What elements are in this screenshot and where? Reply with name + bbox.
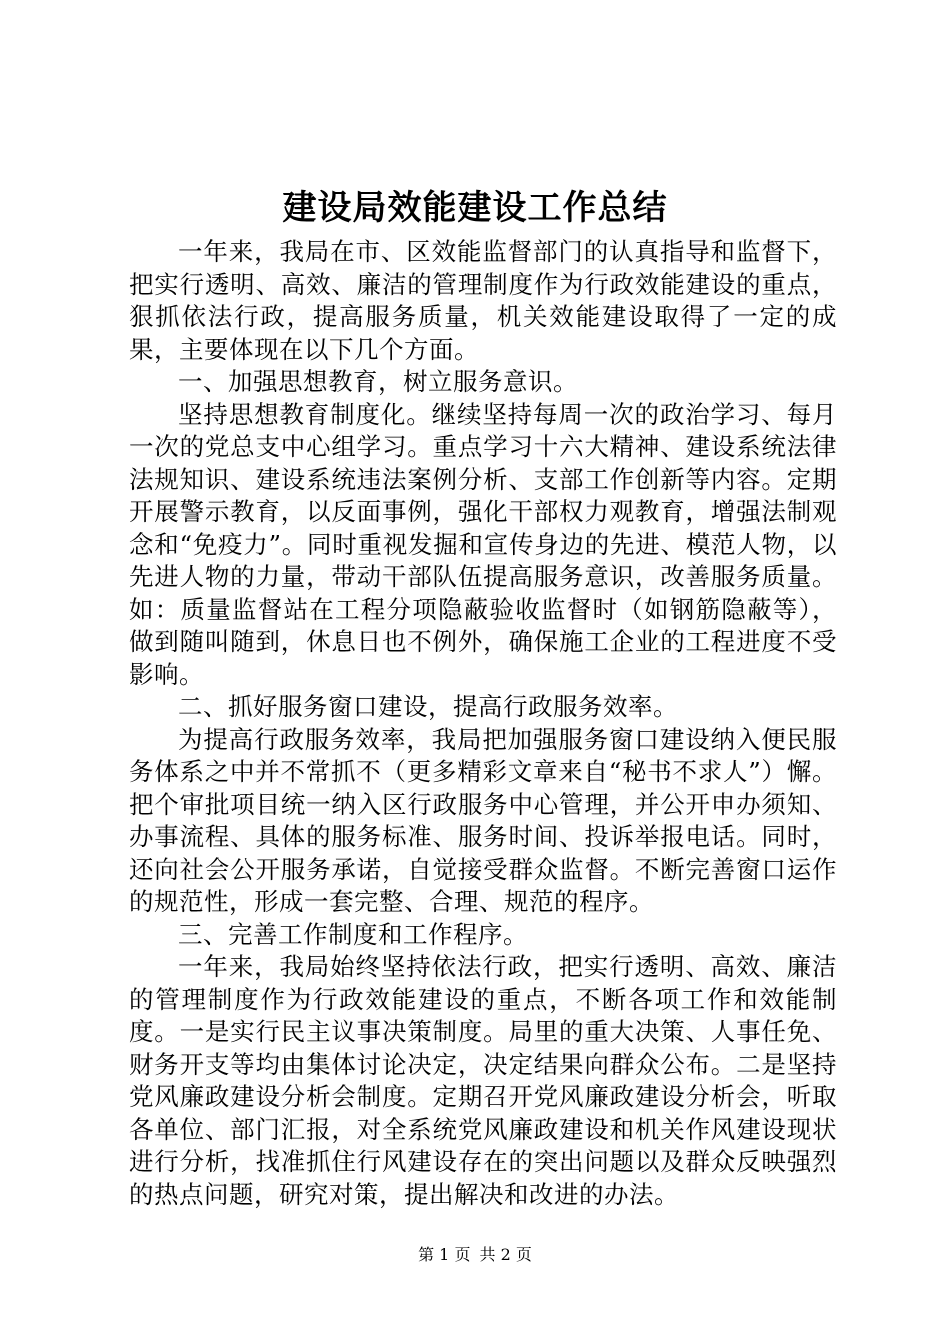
page-number: 第 1 页	[418, 1245, 471, 1264]
body-paragraph: 坚持思想教育制度化。继续坚持每周一次的政治学习、每月一次的党总支中心组学习。重点学习十六大精神、建设系统法律法规知识、建设系统违法案例分析、支部工作创新等内容。定期开展警示教育，以反面事例，强化干部权力观教育，增强法制观念和“免疫力”。同时重视发掘和宣传身边的先进、模范人物，以先进人物的力量，带动干部队伍提高服务意识，改善服务质量。如：质量监督站在工程分项隐蔽验收监督时（如钢筋隐蔽等），做到随叫随到，休息日也不例外，确保施工企业的工程进度不受影响。	[129, 399, 837, 689]
body-paragraph: 为提高行政服务效率，我局把加强服务窗口建设纳入便民服务体系之中并不常抓不（更多精彩文章来自“秘书不求人”）懈。把个审批项目统一纳入区行政服务中心管理，并公开申办须知、办事流程、具体的服务标准、服务时间、投诉举报电话。同时，还向社会公开服务承诺，自觉接受群众监督。不断完善窗口运作的规范性，形成一套完整、合理、规范的程序。	[129, 724, 837, 916]
section-heading: 三、完善工作制度和工作程序。	[178, 919, 528, 949]
page-total: 共 2 页	[479, 1245, 532, 1264]
body-paragraph: 一年来，我局在市、区效能监督部门的认真指导和监督下，把实行透明、高效、廉洁的管理制度作为行政效能建设的重点，狠抓依法行政，提高服务质量，机关效能建设取得了一定的成果，主要体现在以下几个方面。	[129, 237, 837, 364]
body-paragraph: 一年来，我局始终坚持依法行政，把实行透明、高效、廉洁的管理制度作为行政效能建设的重点，不断各项工作和效能制度。一是实行民主议事决策制度。局里的重大决策、人事任免、财务开支等均由集体讨论决定，决定结果向群众公布。二是坚持党风廉政建设分析会制度。定期召开党风廉政建设分析会，听取各单位、部门汇报，对全系统党风廉政建设和机关作风建设现状进行分析，找准抓住行风建设存在的突出问题以及群众反映强烈的热点问题，研究对策，提出解决和改进的办法。	[129, 952, 837, 1209]
document-body	[129, 236, 837, 1211]
section-heading: 一、加强思想教育，树立服务意识。	[178, 367, 578, 396]
page-footer	[0, 1243, 950, 1267]
section-heading: 二、抓好服务窗口建设，提高行政服务效率。	[178, 692, 678, 721]
document-title: 建设局效能建设工作总结	[282, 188, 668, 228]
